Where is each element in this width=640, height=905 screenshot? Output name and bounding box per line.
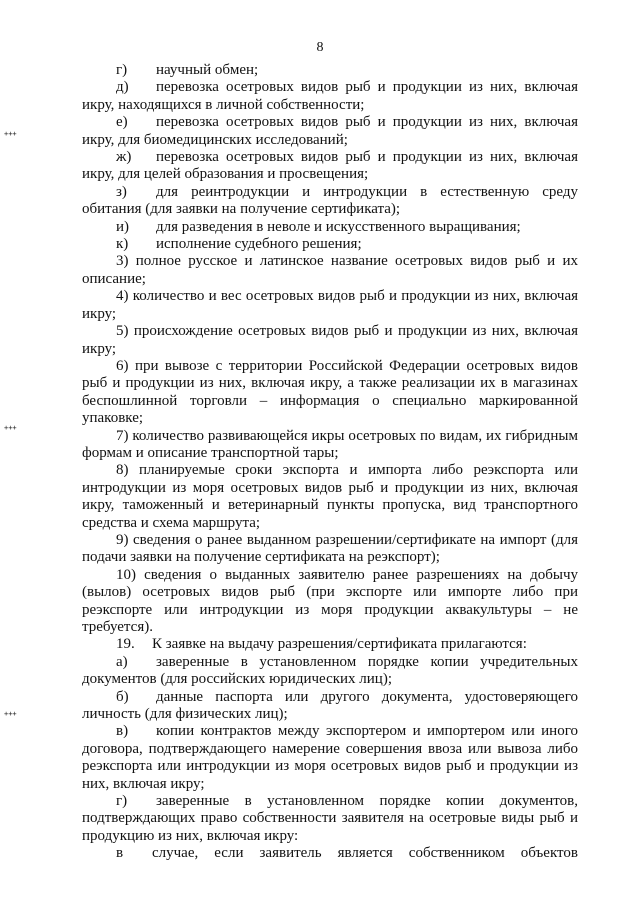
numbered-item: 8) планируемые сроки экспорта и импорта либо реэкспорта или интродукции из моря осетровых видов рыб и продукции из них, включая икру, таможенный и ветеринарный пункты пропуска, вид транспортного средства и схема маршрута; xyxy=(82,462,578,531)
numbered-item: 4) количество и вес осетровых видов рыб и продукции из них, включая икру; xyxy=(82,288,578,322)
margin-mark: +++ xyxy=(4,130,17,138)
numbered-item: 7) количество развивающейся икры осетровых по видам, их гибридным формам и описание транспортной тары; xyxy=(82,427,578,461)
section-heading: 19. К заявке на выдачу разрешения/сертификата прилагаются: xyxy=(116,636,527,653)
numbered-item: 3) полное русское и латинское название осетровых видов рыб и их описание; xyxy=(82,253,578,287)
numbered-item: 6) при вывозе с территории Российской Федерации осетровых видов рыб и продукции из них, включая икру, а также реализации их в магазинах беспошлинной торговли – информация о специально маркированной упаковке; xyxy=(82,357,578,427)
numbered-item: 5) происхождение осетровых видов рыб и продукции из них, включая икру; xyxy=(82,323,578,357)
list-item: в случае, если заявитель является собственником объектов xyxy=(116,845,578,862)
list-item: б) данные паспорта или другого документа, удостоверяющего личность (для физических лиц); xyxy=(82,688,578,723)
list-item: и) для разведения в неволе и искусственного выращивания; xyxy=(116,218,521,235)
margin-mark: +++ xyxy=(4,424,17,432)
list-item: г) заверенные в установленном порядке копии документов, подтверждающих право собственности заявителя на осетровые виды рыб и продукцию из них, включая икру: xyxy=(82,793,578,844)
numbered-item: 9) сведения о ранее выданном разрешении/сертификате на импорт (для подачи заявки на получение сертификата на реэкспорт); xyxy=(82,531,578,566)
list-item: а) заверенные в установленном порядке копии учредительных документов (для российских юридических лиц); xyxy=(82,653,578,688)
list-item: ж) перевозка осетровых видов рыб и продукции из них, включая икру, для целей образования и просвещения; xyxy=(82,149,578,183)
list-item: к) исполнение судебного решения; xyxy=(116,236,362,253)
page-number: 8 xyxy=(316,40,324,55)
list-item: г) научный обмен; xyxy=(116,62,259,78)
list-item: е) перевозка осетровых видов рыб и продукции из них, включая икру, для биомедицинских исследований; xyxy=(82,114,578,148)
list-item: в) копии контрактов между экспортером и импортером или иного договора, подтверждающего намерение совершения ввоза или вывоза либо реэкспорта или интродукции из моря осетровых видов рыб и продукции из них, включая икру; xyxy=(82,723,578,792)
numbered-item: 10) сведения о выданных заявителю ранее разрешениях на добычу (вылов) осетровых видов рыб (при экспорте или импорте либо при реэкспорте или интродукции из моря продукции аквакультуры – не требуется). xyxy=(82,566,578,635)
document-body xyxy=(82,62,578,863)
list-item: д) перевозка осетровых видов рыб и продукции из них, включая икру, находящихся в личной собственности; xyxy=(82,79,578,113)
margin-mark: +++ xyxy=(4,710,17,718)
list-item: з) для реинтродукции и интродукции в естественную среду обитания (для заявки на получение сертификата); xyxy=(82,183,578,218)
